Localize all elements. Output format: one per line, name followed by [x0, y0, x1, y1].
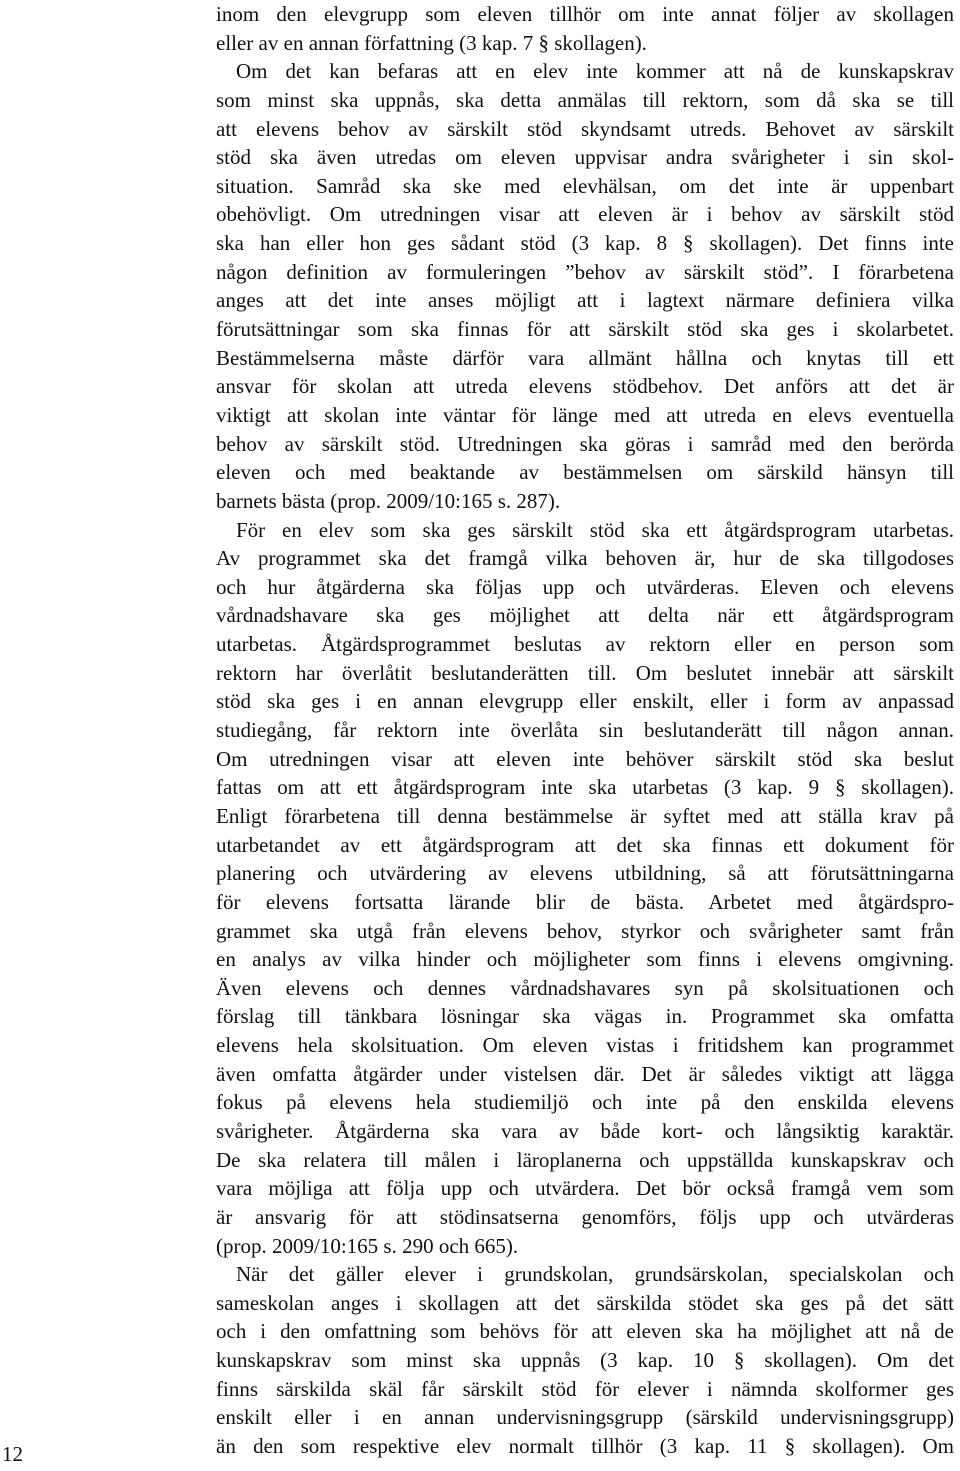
text-line: eller av en annan författning (3 kap. 7 § skollagen). — [216, 30, 647, 55]
text-line: Enligt förarbetena till denna bestämmelse är syftet med att ställa krav på — [216, 803, 954, 828]
text-line: viktigt att skolan inte väntar för länge med att utreda en elevs eventuella — [216, 402, 954, 427]
text-line: ska han eller hon ges sådant stöd (3 kap. 8 § skollagen). Det finns inte — [216, 231, 954, 256]
text-line: vårdnadshavare ska ges möjlighet att delta när ett åtgärdsprogram — [216, 603, 954, 628]
text-line: obehövligt. Om utredningen visar att eleven är i behov av särskilt stöd — [216, 202, 954, 227]
text-line: även omfatta åtgärder under vistelsen där. Det är således viktigt att lägga — [216, 1061, 954, 1086]
text-line: än den som respektive elev normalt tillhör (3 kap. 11 § skollagen). Om — [216, 1434, 954, 1459]
text-line: Av programmet ska det framgå vilka behoven är, hur de ska tillgodoses — [216, 546, 954, 571]
text-line: någon definition av formuleringen ”behov av särskilt stöd”. I förarbetena — [216, 259, 954, 284]
text-line: anges att det inte anses möjligt att i lagtext närmare definiera vilka — [216, 288, 954, 313]
text-line: kunskapskrav som minst ska uppnås (3 kap. 10 § skollagen). Om det — [216, 1348, 954, 1373]
text-line: (prop. 2009/10:165 s. 290 och 665). — [216, 1233, 519, 1258]
text-line: finns särskilda skäl får särskilt stöd för elever i nämnda skolformer ges — [216, 1376, 954, 1401]
text-line: fokus på elevens hela studiemiljö och inte på den enskilda elevens — [216, 1090, 954, 1115]
text-line: och hur åtgärderna ska följas upp och utvärderas. Eleven och elevens — [216, 574, 954, 599]
text-line: planering och utvärdering av elevens utbildning, så att förutsättningarna — [216, 861, 954, 886]
text-line: ansvar för skolan att utreda elevens stödbehov. Det anförs att det är — [216, 374, 954, 399]
text-line: sameskolan anges i skollagen att det särskilda stödet ska ges på det sätt — [216, 1290, 954, 1315]
text-line: Även elevens och dennes vårdnadshavares syn på skolsituationen och — [216, 975, 954, 1000]
text-line: att elevens behov av särskilt stöd skyndsamt utreds. Behovet av särskilt — [216, 116, 954, 141]
text-line: en analys av vilka hinder och möjligheter som finns i elevens omgivning. — [216, 947, 954, 972]
text-line: stöd ska ges i en annan elevgrupp eller enskilt, eller i form av anpassad — [216, 689, 954, 714]
paragraph-start-line: För en elev som ska ges särskilt stöd ska ett åtgärdsprogram utarbetas. — [236, 517, 954, 542]
text-line: som minst ska uppnås, ska detta anmälas till rektorn, som då ska se till — [216, 87, 954, 112]
text-line: eleven och med beaktande av bestämmelsen om särskild hänsyn till — [216, 460, 954, 485]
paragraph-start-line: Om det kan befaras att en elev inte kommer att nå de kunskapskrav — [236, 59, 954, 84]
page-number: 12 — [2, 1442, 23, 1466]
text-line: De ska relatera till målen i läroplanerna och uppställda kunskapskrav och — [216, 1147, 954, 1172]
body-text — [216, 0, 954, 1461]
text-line: för elevens fortsatta lärande blir de bästa. Arbetet med åtgärdspro- — [216, 889, 954, 914]
text-line: elevens hela skolsituation. Om eleven vistas i fritidshem kan programmet — [216, 1033, 954, 1058]
text-line: studiegång, får rektorn inte överlåta sin beslutanderätt till någon annan. — [216, 718, 954, 743]
text-line: barnets bästa (prop. 2009/10:165 s. 287). — [216, 488, 561, 513]
text-line: och i den omfattning som behövs för att eleven ska ha möjlighet att nå de — [216, 1319, 954, 1344]
text-line: förslag till tänkbara lösningar ska vägas in. Programmet ska omfatta — [216, 1004, 954, 1029]
text-line: fattas om att ett åtgärdsprogram inte ska utarbetas (3 kap. 9 § skollagen). — [216, 775, 954, 800]
paragraph-start-line: När det gäller elever i grundskolan, grundsärskolan, specialskolan och — [236, 1262, 954, 1287]
text-line: är ansvarig för att stödinsatserna genomförs, följs upp och utvärderas — [216, 1204, 954, 1229]
text-line: enskilt eller i en annan undervisningsgrupp (särskild undervisningsgrupp) — [216, 1405, 954, 1430]
text-line: inom den elevgrupp som eleven tillhör om inte annat följer av skollagen — [216, 2, 954, 26]
text-line: Bestämmelserna måste därför vara allmänt hållna och knytas till ett — [216, 345, 954, 370]
text-line: rektorn har överlåtit beslutanderätten till. Om beslutet innebär att särskilt — [216, 660, 954, 685]
text-line: vara möjliga att följa upp och utvärdera. Det bör också framgå vem som — [216, 1176, 954, 1201]
text-line: svårigheter. Åtgärderna ska vara av både kort- och långsiktig karaktär. — [216, 1118, 954, 1143]
text-line: Om utredningen visar att eleven inte behöver särskilt stöd ska beslut — [216, 746, 954, 771]
text-line: förutsättningar som ska finnas för att särskilt stöd ska ges i skolarbetet. — [216, 317, 954, 342]
text-line: grammet ska utgå från elevens behov, styrkor och svårigheter samt från — [216, 918, 954, 943]
text-line: utarbetas. Åtgärdsprogrammet beslutas av rektorn eller en person som — [216, 632, 954, 657]
text-line: behov av särskilt stöd. Utredningen ska göras i samråd med den berörda — [216, 431, 954, 456]
text-line: situation. Samråd ska ske med elevhälsan, om det inte är uppenbart — [216, 173, 954, 198]
text-line: utarbetandet av ett åtgärdsprogram att det ska finnas ett dokument för — [216, 832, 954, 857]
text-line: stöd ska även utredas om eleven uppvisar andra svårigheter i sin skol- — [216, 145, 954, 170]
